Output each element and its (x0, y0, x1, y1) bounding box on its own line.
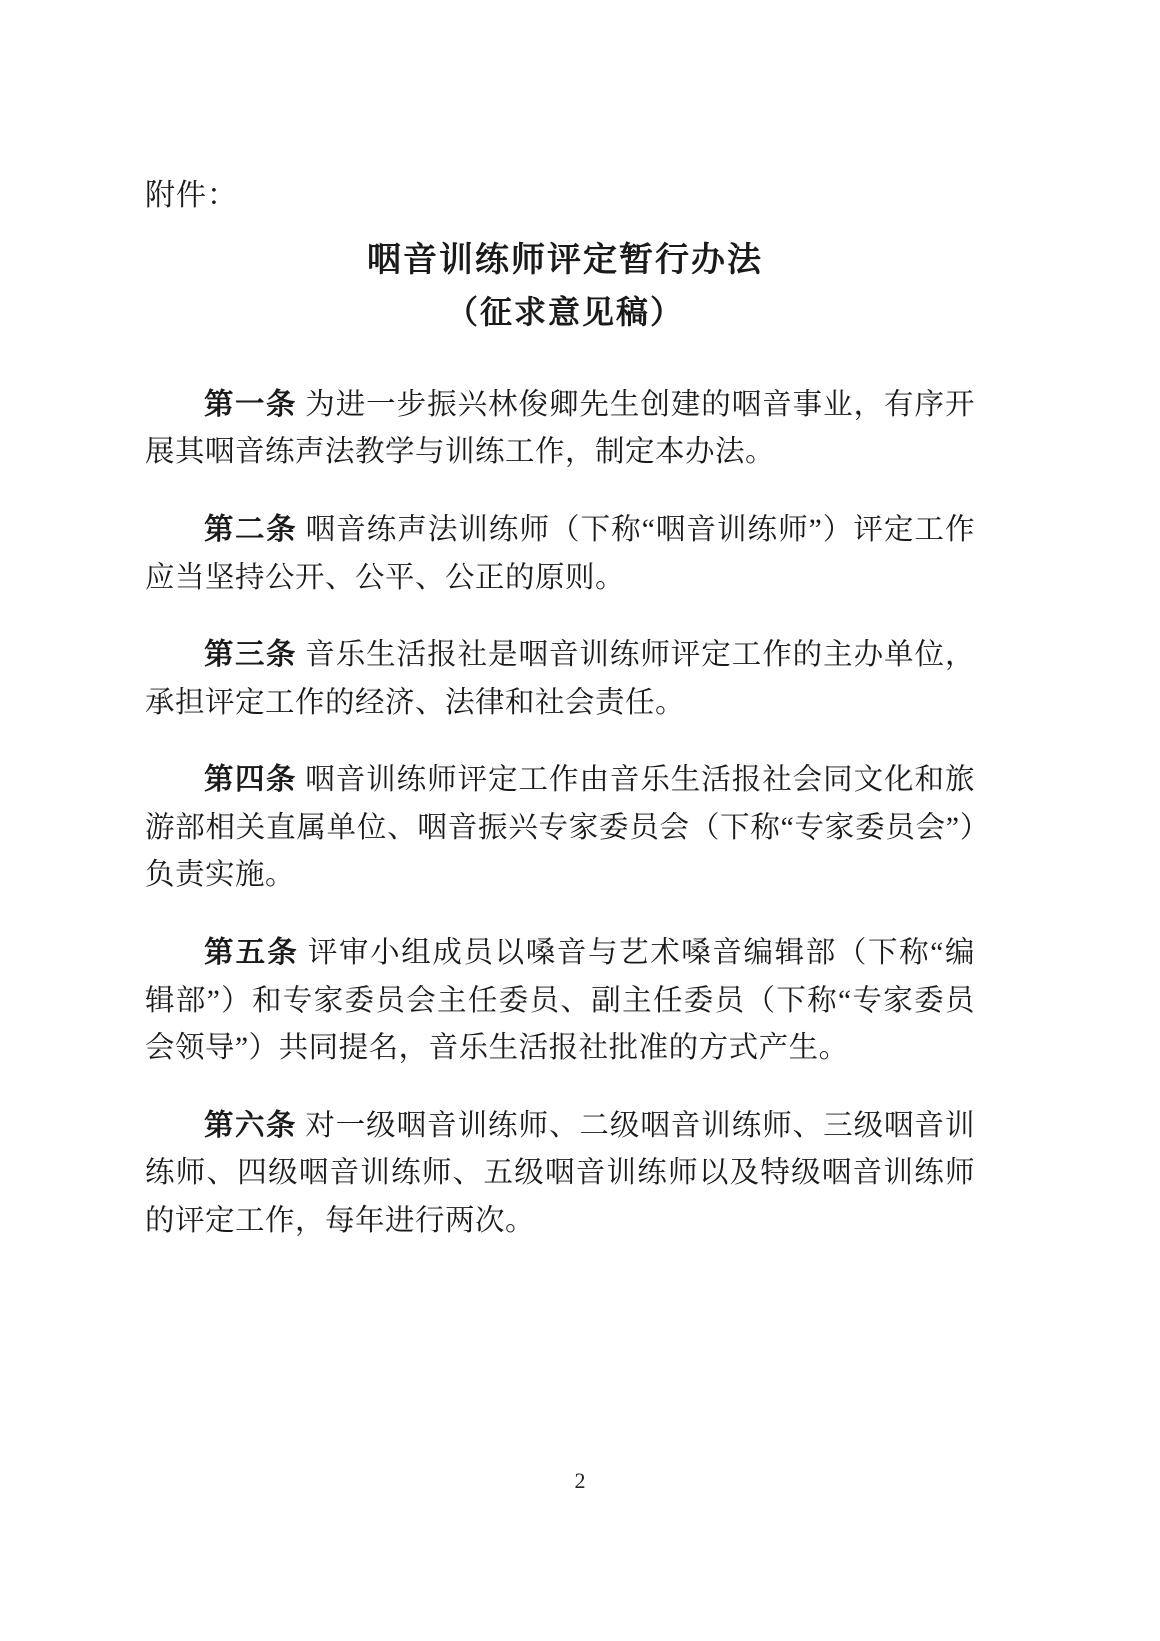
article-text: 评审小组成员以嗓音与艺术嗓音编辑部（下称“编辑部”）和专家委员会主任委员、副主任委员（下称“专家委员会领导”）共同提名，音乐生活报社批准的方式产生。 (145, 936, 975, 1065)
article-number: 第五条 (204, 936, 299, 969)
article-text: 音乐生活报社是咽音训练师评定工作的主办单位，承担评定工作的经济、法律和社会责任。 (145, 638, 975, 719)
page-title: 咽音训练师评定暂行办法 (367, 242, 763, 279)
article-paragraph (145, 930, 975, 1073)
article-paragraph (145, 1103, 975, 1246)
article-paragraph (145, 382, 975, 478)
document-body (145, 175, 975, 1250)
article-number: 第六条 (204, 1109, 297, 1142)
article-paragraph (145, 632, 975, 728)
article-text: 咽音练声法训练师（下称“咽音训练师”）评定工作应当坚持公开、公平、公正的原则。 (145, 513, 975, 594)
attachment-label: 附件： (145, 179, 238, 212)
article-text: 为进一步振兴林俊卿先生创建的咽音事业，有序开展其咽音练声法教学与训练工作，制定本办法。 (145, 388, 975, 469)
page-number: 2 (574, 1468, 586, 1493)
article-number: 第二条 (204, 513, 298, 546)
article-paragraph (145, 757, 975, 900)
article-number: 第三条 (204, 638, 297, 671)
page-subtitle: （征求意见稿） (445, 293, 684, 330)
article-paragraph (145, 507, 975, 603)
article-number: 第一条 (204, 388, 297, 421)
article-text: 咽音训练师评定工作由音乐生活报社会同文化和旅游部相关直属单位、咽音振兴专家委员会（下称“专家委员会”）负责实施。 (145, 763, 975, 892)
article-text: 对一级咽音训练师、二级咽音训练师、三级咽音训练师、四级咽音训练师、五级咽音训练师以及特级咽音训练师的评定工作，每年进行两次。 (145, 1109, 975, 1238)
article-number: 第四条 (204, 763, 297, 796)
